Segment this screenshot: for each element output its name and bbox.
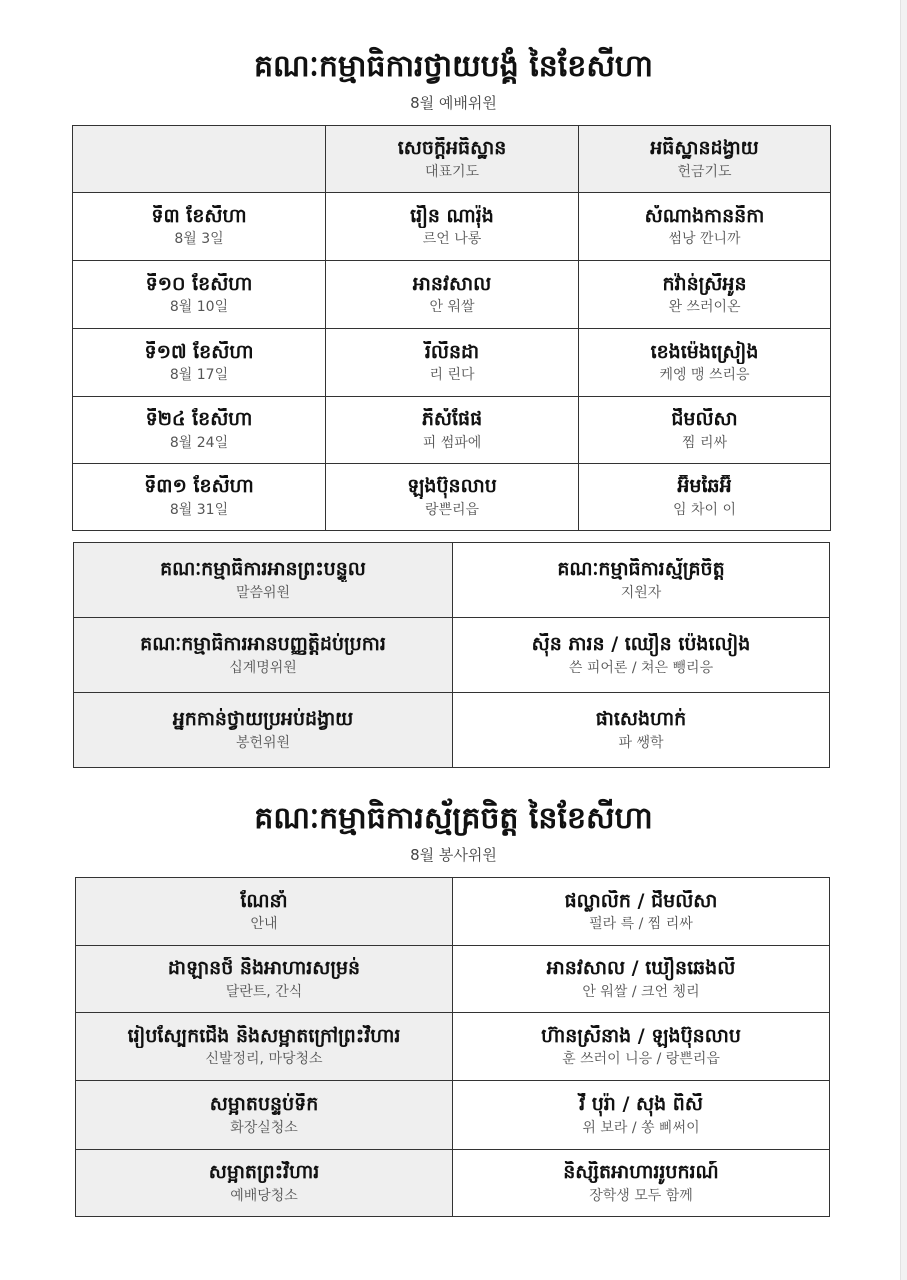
worship-committee-title: គណៈកម្មាធិការថ្វាយបង្គំ នៃខែសីហា bbox=[254, 49, 653, 84]
assignee-cell bbox=[453, 618, 830, 693]
duty-km: សម្អាតបន្ទប់ទឹក bbox=[209, 1093, 319, 1116]
offering-cell bbox=[579, 193, 831, 261]
date-cell bbox=[73, 329, 326, 397]
date-km: ទី៣១ ខែសីហា bbox=[144, 475, 254, 498]
volunteer-committee-subtitle: 8월 봉사위원 bbox=[410, 846, 497, 864]
duty-cell bbox=[76, 946, 453, 1013]
prayer-cell bbox=[326, 464, 579, 531]
name-ko: 르언 나롱 bbox=[422, 231, 482, 248]
role-km: គណៈកម្មាធិការអានបញ្ញត្តិដប់ប្រការ bbox=[140, 633, 386, 656]
role-km: គណៈកម្មាធិការអានព្រះបន្ទូល bbox=[160, 558, 366, 581]
date-cell bbox=[73, 193, 326, 261]
assignee-cell bbox=[453, 693, 830, 768]
offering-cell bbox=[579, 329, 831, 397]
duty-cell bbox=[76, 1150, 453, 1217]
prayer-cell bbox=[326, 261, 579, 329]
duty-km: សម្អាតព្រះវិហារ bbox=[208, 1161, 320, 1184]
page-edge bbox=[900, 0, 907, 1280]
table-row bbox=[73, 329, 831, 397]
role-cell bbox=[74, 543, 453, 618]
role-ko: 봉헌위원 bbox=[235, 734, 291, 751]
volunteer-ko: 훈 쓰러이 니응 / 랑쁜리읍 bbox=[562, 1051, 720, 1068]
duty-ko: 예배당청소 bbox=[230, 1187, 298, 1204]
volunteer-km: ហ៊ានស្រីនាង / ឡុងប៊ុនលាប bbox=[541, 1024, 741, 1047]
duty-ko: 화장실청소 bbox=[230, 1119, 298, 1136]
name-km: រីលីនដា bbox=[424, 340, 480, 363]
offering-cell bbox=[579, 464, 831, 531]
header-empty-cell bbox=[73, 126, 326, 193]
assignee-ko: 쓴 피어론 / 쳐은 뺑리응 bbox=[568, 659, 714, 676]
table-row bbox=[73, 261, 831, 329]
date-ko: 8월 17일 bbox=[169, 367, 229, 384]
name-ko: 안 워쌀 bbox=[429, 299, 475, 316]
volunteer-ko: 펄라 륵 / 찜 리싸 bbox=[589, 916, 693, 933]
volunteer-km: និស្សិតអាហាររូបករណ៍ bbox=[563, 1161, 719, 1184]
role-cell bbox=[74, 693, 453, 768]
name-km: ភីសំផែផ bbox=[421, 408, 483, 431]
table-row bbox=[74, 693, 830, 768]
table-row bbox=[76, 1150, 830, 1217]
volunteer-cell bbox=[453, 1150, 830, 1217]
table-row bbox=[73, 193, 831, 261]
name-ko: 랑쁜리읍 bbox=[424, 501, 480, 518]
role-km: អ្នកកាន់ថ្វាយប្រអប់ដង្វាយ bbox=[172, 708, 354, 731]
name-ko: 찜 리싸 bbox=[681, 434, 728, 451]
date-ko: 8월 31일 bbox=[169, 501, 229, 518]
volunteer-km: អានវសាល / ឃឿនឆេងលី bbox=[546, 957, 736, 980]
assignee-ko: 지원자 bbox=[620, 584, 662, 601]
date-cell bbox=[73, 261, 326, 329]
name-ko: 리 린다 bbox=[429, 367, 475, 384]
volunteer-table bbox=[75, 877, 830, 1217]
date-km: ទី៣ ខែសីហា bbox=[151, 204, 247, 227]
table-row bbox=[73, 464, 831, 531]
duty-km: ដាឡានថ៍ និងអាហារសម្រន់ bbox=[167, 957, 361, 980]
duty-cell bbox=[76, 1013, 453, 1081]
date-ko: 8월 10일 bbox=[169, 299, 229, 316]
role-cell bbox=[74, 618, 453, 693]
volunteer-cell bbox=[453, 1013, 830, 1081]
volunteer-ko: 장학생 모두 함께 bbox=[589, 1187, 693, 1204]
table-row bbox=[76, 1013, 830, 1081]
header-offering-prayer bbox=[579, 126, 831, 193]
table-row bbox=[76, 946, 830, 1013]
table-row bbox=[76, 878, 830, 946]
name-km: ឡុងប៊ុនលាប bbox=[407, 475, 497, 498]
assignee-km: ផាសេងហាក់ bbox=[595, 708, 687, 731]
name-ko: 썸낭 깐니까 bbox=[668, 231, 741, 248]
name-km: ខេងម៉េងស្រៀង bbox=[650, 340, 759, 363]
duty-cell bbox=[76, 1081, 453, 1150]
header-label-ko: 대표기도 bbox=[424, 163, 480, 180]
date-ko: 8월 24일 bbox=[169, 434, 229, 451]
assignee-km: ស៊ឺន ភារន / ឈឿន ប៉េងលៀង bbox=[531, 633, 751, 656]
table-row bbox=[74, 618, 830, 693]
table-row bbox=[76, 1081, 830, 1150]
offering-cell bbox=[579, 261, 831, 329]
date-cell bbox=[73, 464, 326, 531]
offering-cell bbox=[579, 397, 831, 464]
table-row bbox=[74, 543, 830, 618]
date-km: ទី១៧ ខែសីហា bbox=[144, 340, 254, 363]
name-km: កវ៉ាន់ស្រីអូន bbox=[662, 272, 747, 295]
assignee-cell bbox=[453, 543, 830, 618]
date-km: ទី១០ ខែសីហា bbox=[145, 272, 253, 295]
duty-ko: 달란트, 간식 bbox=[225, 983, 303, 1000]
volunteer-committee-title: គណៈកម្មាធិការស្ម័គ្រចិត្ត នៃខែសីហា bbox=[254, 801, 653, 836]
header-label-ko: 헌금기도 bbox=[677, 163, 732, 180]
committee-table bbox=[73, 542, 830, 768]
name-ko: 케엥 맹 쓰리응 bbox=[659, 367, 750, 384]
name-km: សំណាងកាននីកា bbox=[644, 204, 765, 227]
duty-km: ណែនាំ bbox=[240, 889, 288, 912]
duty-cell bbox=[76, 878, 453, 946]
duty-ko: 안내 bbox=[250, 916, 278, 933]
date-km: ទី២៤ ខែសីហា bbox=[145, 408, 253, 431]
prayer-cell bbox=[326, 193, 579, 261]
assignee-ko: 파 쌩학 bbox=[618, 734, 664, 751]
volunteer-cell bbox=[453, 878, 830, 946]
volunteer-km: វី បុរ៉ា / សុង ពិសី bbox=[579, 1093, 703, 1116]
name-ko: 피 썸파에 bbox=[422, 434, 482, 451]
worship-committee-subtitle: 8월 예배위원 bbox=[410, 94, 497, 112]
worship-schedule-table bbox=[72, 125, 831, 531]
header-representative-prayer bbox=[326, 126, 579, 193]
volunteer-cell bbox=[453, 1081, 830, 1150]
header-label-km: សេចក្ដីអធិស្ឋាន bbox=[397, 137, 507, 160]
volunteer-km: ផល្លាលិក / ជីមលីសា bbox=[564, 889, 718, 912]
volunteer-cell bbox=[453, 946, 830, 1013]
role-ko: 말씀위원 bbox=[235, 584, 291, 601]
name-km: រឿន ណារ៉ុង bbox=[410, 204, 494, 227]
date-ko: 8월 3일 bbox=[174, 231, 224, 248]
table-header-row bbox=[73, 126, 831, 193]
name-km: អានវសាល bbox=[412, 272, 492, 295]
volunteer-ko: 위 보라 / 쏭 삐써이 bbox=[582, 1119, 700, 1136]
assignee-km: គណៈកម្មាធិការស្ម័គ្រចិត្ត bbox=[557, 558, 725, 581]
role-ko: 십계명위원 bbox=[229, 659, 297, 676]
prayer-cell bbox=[326, 397, 579, 464]
header-label-km: អធិស្ឋានដង្វាយ bbox=[650, 137, 759, 160]
name-km: អ៊ឹមឆៃអ៊ី bbox=[677, 475, 732, 498]
prayer-cell bbox=[326, 329, 579, 397]
volunteer-ko: 안 워쌀 / 크언 쳉리 bbox=[582, 983, 700, 1000]
name-km: ជីមលីសា bbox=[671, 408, 738, 431]
table-row bbox=[73, 397, 831, 464]
duty-ko: 신발정리, 마당청소 bbox=[205, 1051, 323, 1068]
duty-km: រៀបស្បែកជើង និងសម្អាតក្រៅព្រះវិហារ bbox=[127, 1024, 401, 1047]
name-ko: 완 쓰러이온 bbox=[668, 299, 741, 316]
name-ko: 임 차이 이 bbox=[673, 501, 736, 518]
date-cell bbox=[73, 397, 326, 464]
